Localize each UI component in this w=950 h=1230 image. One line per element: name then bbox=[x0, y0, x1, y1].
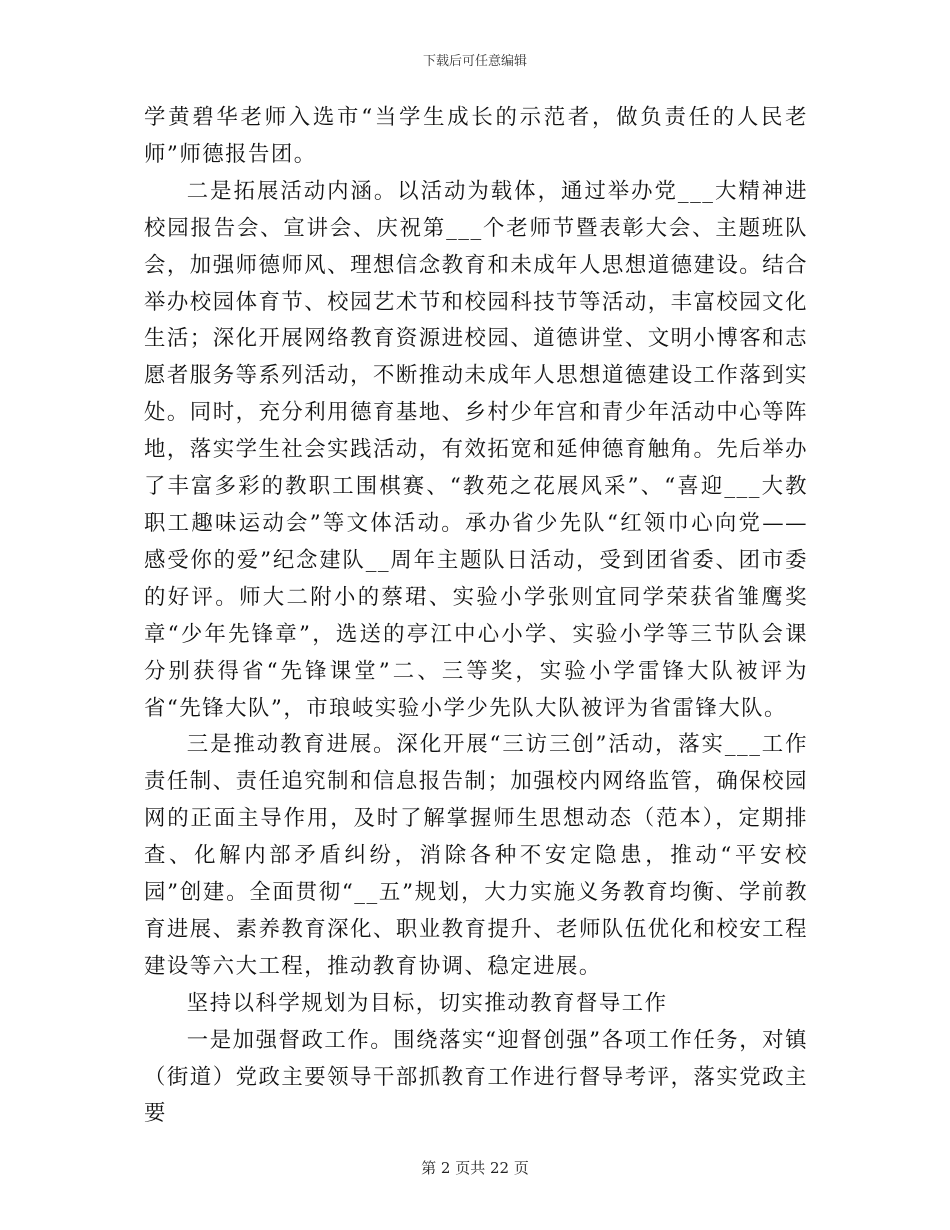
paragraph-supervision: 一是加强督政工作。围绕落实“迎督创强”各项工作任务，对镇（街道）党政主要领导干部抓教育工作进行督导考评，落实党政主要 bbox=[144, 1027, 808, 1127]
paragraph-development: 三是推动教育进展。深化开展“三访三创”活动，落实___工作责任制、责任追究制和信息报告制；加强校内网络监管，确保校园网的正面主导作用，及时了解掌握师生思想动态（范本），定期排查、化解内部矛盾纠纷，消除各种不安定隐患，推动“平安校园”创建。全面贯彻“__五”规划，大力实施义务教育均衡、学前教育进展、素养教育深化、职业教育提升、老师队伍优化和校安工程建设等六大工程，推动教育协调、稳定进展。 bbox=[144, 732, 808, 979]
section-heading: 坚持以科学规划为目标，切实推动教育督导工作 bbox=[186, 990, 668, 1016]
paragraph-activities: 二是拓展活动内涵。以活动为载体，通过举办党___大精神进校园报告会、宣讲会、庆祝第___个老师节暨表彰大会、主题班队会，加强师德师风、理想信念教育和未成年人思想道德建设。结合举办校园体育节、校园艺术节和校园科技节等活动，丰富校园文化生活；深化开展网络教育资源进校园、道德讲堂、文明小博客和志愿者服务等系列活动，不断推动未成年人思想道德建设工作落到实处。同时，充分利用德育基地、乡村少年宫和青少年活动中心等阵地，落实学生社会实践活动，有效拓宽和延伸德育触角。先后举办了丰富多彩的教职工围棋赛、“教苑之花展风采”、“喜迎___大教职工趣味运动会”等文体活动。承办省少先队“红领巾心向党——感受你的爱”纪念建队__周年主题队日活动，受到团省委、团市委的好评。师大二附小的蔡珺、实验小学张则宜同学荣获省雏鹰奖章“少年先锋章”，选送的亭江中心小学、实验小学等三节队会课分别获得省“先锋课堂”二、三等奖，实验小学雷锋大队被评为省“先锋大队”，市琅岐实验小学少先队大队被评为省雷锋大队。 bbox=[144, 178, 808, 721]
document-body bbox=[144, 100, 808, 1133]
paragraph-continuation: 学黄碧华老师入选市“当学生成长的示范者，做负责任的人民老师”师德报告团。 bbox=[144, 105, 808, 167]
page-footer: 第 2 页共 22 页 bbox=[421, 1159, 529, 1177]
page-header: 下载后可任意编辑 bbox=[422, 54, 527, 69]
